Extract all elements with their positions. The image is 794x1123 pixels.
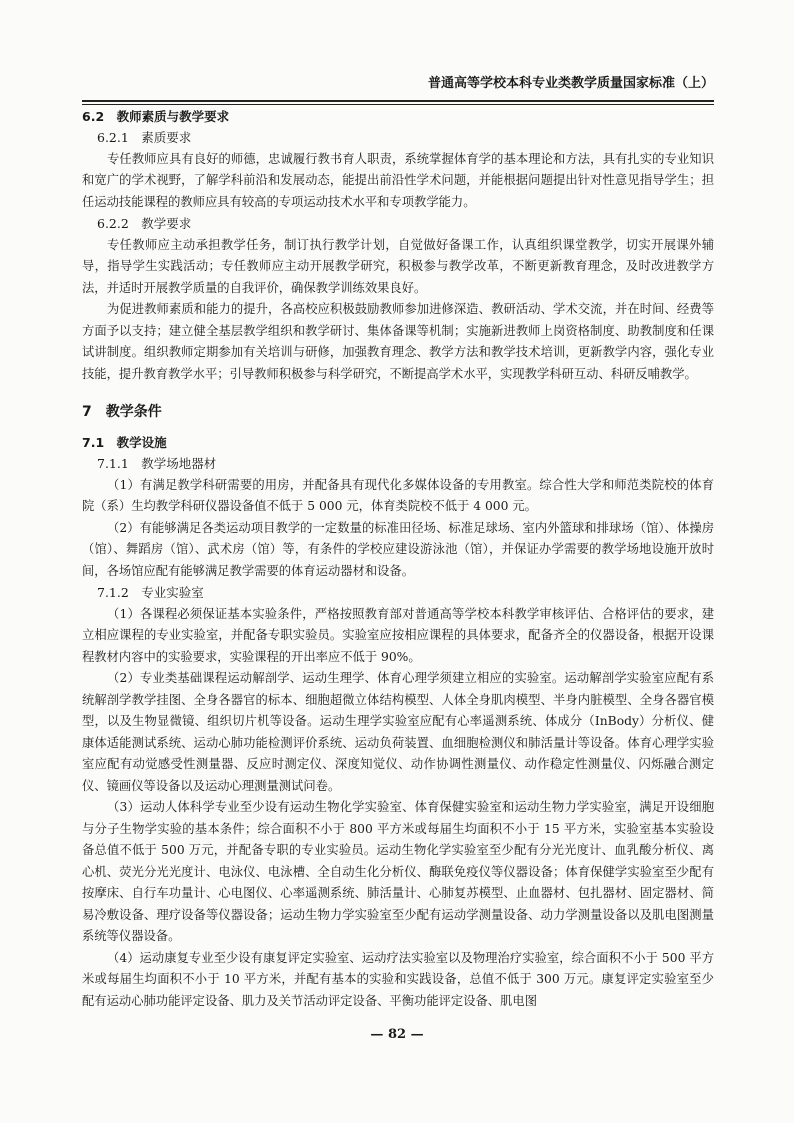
paragraph: （3）运动人体科学专业至少设有运动生物化学实验室、体育保健实验室和运动生物力学实验室，满足开设细胞与分子生物学实验的基本条件；综合面积不小于 800 平方米或每届生均面积不小于 15 平方米，实验室基本实验设备总值不低于 500 万元，并配备专职的专业实验员。运动生物化学实验室至少配有分光光度计、血乳酸分析仪、离心机、荧光分光光度计、电泳仪、电泳槽、全自动生化分析仪、酶联免疫仪等仪器设备；体育保健学实验室至少配有按摩床、自行车功量计、心电图仪、心率遥测系统、肺活量计、心肺复苏模型、止血器材、包扎器材、固定器材、简易冷敷设备、理疗设备等仪器设备；运动生物力学实验室至少配有运动学测量设备、动力学测量设备以及肌电图测量系统等仪器设备。 [82,800,714,943]
subsection-heading-7-1-1: 7.1.1 教学场地器材 [97,456,217,471]
paragraph: 专任教师应主动承担教学任务，制订执行教学计划，自觉做好备课工作，认真组织课堂教学，切实开展课外辅导，指导学生实践活动；专任教师应主动开展教学研究，积极参与教学改革，不断更新教育理念，及时改进教学方法，并适时开展教学质量的自我评价，确保教学训练效果良好。 [82,237,714,295]
paragraph: （2）专业类基础课程运动解剖学、运动生理学、体育心理学须建立相应的实验室。运动解剖学实验室应配有系统解剖学教学挂图、全身各器官的标本、细胞超微立体结构模型、人体全身肌肉模型、半身内脏模型、全身各器官模型，以及生物显微镜、组织切片机等设备。运动生理学实验室应配有心率遥测系统、体成分（InBody）分析仪、健康体适能测试系统、运动心肺功能检测评价系统、运动负荷装置、血细胞检测仪和肺活量计等设备。体育心理学实验室应配有动觉感受性测量器、反应时测定仪、深度知觉仪、动作协调性测量仪、动作稳定性测量仪、闪烁融合测定仪、镜画仪等设备以及运动心理测量测试问卷。 [82,671,714,793]
section-heading-7-1: 7.1 教学设施 [82,435,167,450]
subsection-heading-6-2-1: 6.2.1 素质要求 [97,130,192,145]
paragraph: （2）有能够满足各类运动项目教学的一定数量的标准田径场、标准足球场、室内外篮球和排球场（馆）、体操房（馆）、舞蹈房（馆）、武术房（馆）等，有条件的学校应建设游泳池（馆），并保证办学需要的教学场地设施开放时间，各场馆应配有能够满足教学需要的体育运动器材和设备。 [82,520,714,578]
subsection-heading-7-1-2: 7.1.2 专业实验室 [97,585,204,600]
chapter-heading-7: 7 教学条件 [82,404,162,420]
subsection-heading-6-2-2: 6.2.2 教学要求 [97,216,192,231]
paragraph: （1）有满足教学科研需要的用房，并配备具有现代化多媒体设备的专用教室。综合性大学和师范类院校的体育院（系）生均教学科研仪器设备值不低于 5 000 元，体育类院校不低于 4 000 元。 [82,477,714,513]
section-heading-6-2: 6.2 教师素质与教学要求 [82,109,230,124]
page-content [82,107,714,1012]
paragraph: 专任教师应具有良好的师德，忠诚履行教书育人职责，系统掌握体育学的基本理论和方法，具有扎实的专业知识和宽广的学术视野，了解学科前沿和发展动态，能提出前沿性学术问题，并能根据问题提出针对性意见指导学生；担任运动技能课程的教师应具有较高的专项运动技术水平和专项教学能力。 [82,151,714,209]
paragraph: 为促进教师素质和能力的提升，各高校应积极鼓励教师参加进修深造、教研活动、学术交流，并在时间、经费等方面予以支持；建立健全基层教学组织和教学研讨、集体备课等机制；实施新进教师上岗资格制度、助教制度和任课试讲制度。组织教师定期参加有关培训与研修，加强教育理念、教学方法和教学技术培训，更新教学内容，强化专业技能，提升教育教学水平；引导教师积极参与科学研究，不断提高学术水平，实现教学科研互动、科研反哺教学。 [82,302,714,381]
running-header [82,72,714,102]
paragraph: （4）运动康复专业至少设有康复评定实验室、运动疗法实验室以及物理治疗实验室，综合面积不小于 500 平方米或每届生均面积不小于 10 平方米，并配有基本的实验和实践设备，总值不低于 300 万元。康复评定实验室至少配有运动心肺功能评定设备、肌力及关节活动评定设备、平衡功能评定设备、肌电图 [82,950,714,1008]
running-header-title: 普通高等学校本科专业类教学质量国家标准（上） [427,76,714,91]
page-number: — 82 — [370,1027,424,1042]
paragraph: （1）各课程必须保证基本实验条件，严格按照教育部对普通高等学校本科教学审核评估、合格评估的要求，建立相应课程的专业实验室，并配备专职实验员。实验室应按相应课程的具体要求，配备齐全的仪器设备，根据开设课程教材内容中的实验要求，实验课程的开出率应不低于 90%。 [82,606,714,664]
